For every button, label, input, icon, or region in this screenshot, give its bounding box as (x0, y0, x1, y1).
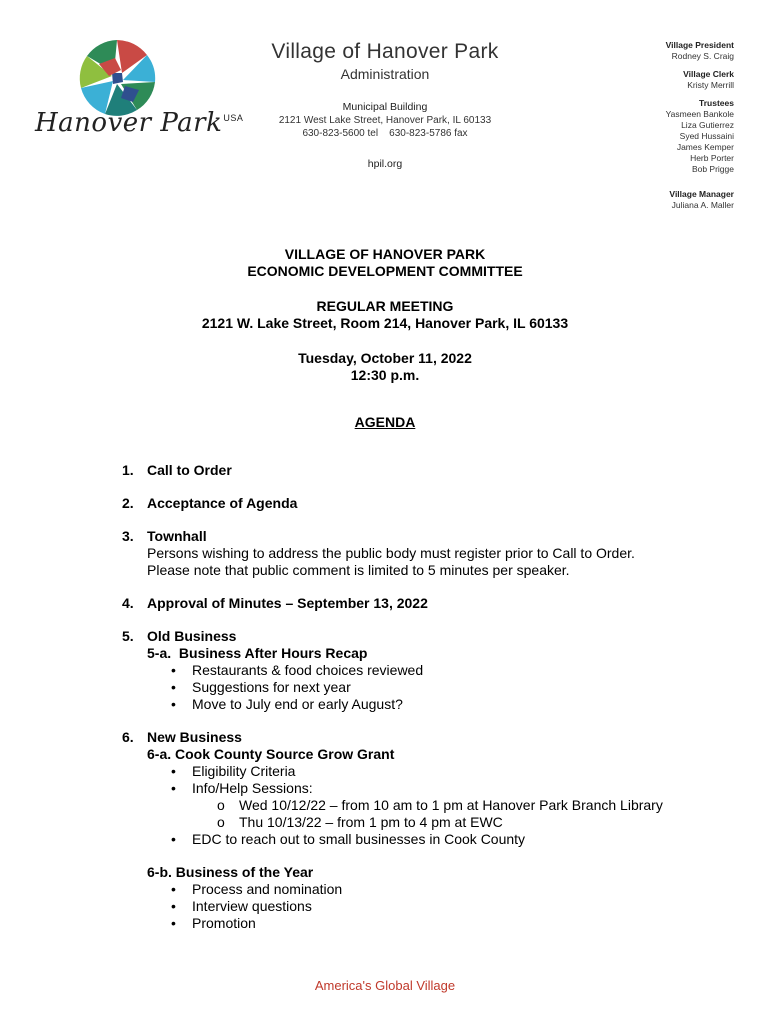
agenda-list (122, 462, 682, 948)
president-name: Rodney S. Craig (671, 51, 734, 61)
footer-tagline: America's Global Village (314, 978, 456, 993)
item-title: Approval of Minutes – September 13, 2022 (147, 595, 428, 611)
list-item: • EDC to reach out to small businesses in Cook County (167, 831, 682, 848)
list-item: • Interview questions (167, 898, 682, 915)
subitem-6a-title: 6-a. Cook County Source Grow Grant (147, 746, 395, 762)
list-item: • Process and nomination (167, 881, 682, 898)
session-item: o Wed 10/12/22 – from 10 am to 1 pm at Hanover Park Branch Library (217, 797, 682, 814)
item-number: 5. (122, 628, 134, 644)
letterhead-phone: 630-823-5600 tel 630-823-5786 fax (302, 128, 468, 139)
townhall-text-1: Persons wishing to address the public body must register prior to Call to Order. (147, 545, 635, 561)
letterhead-address: 2121 West Lake Street, Hanover Park, IL 60133 (278, 115, 492, 126)
manager-name: Juliana A. Maller (671, 200, 734, 210)
list-item: • Restaurants & food choices reviewed (167, 662, 682, 679)
heading-committee: ECONOMIC DEVELOPMENT COMMITTEE (247, 263, 523, 279)
letterhead-building: Municipal Building (342, 101, 428, 113)
logo-wordmark: Hanover Park$^{USA}$ (35, 108, 244, 138)
trustee-name: Bob Prigge (691, 164, 734, 174)
item-title: Townhall (147, 528, 207, 544)
item-title: Old Business (147, 628, 237, 644)
item-title: Acceptance of Agenda (147, 495, 298, 511)
president-role: Village President (665, 40, 734, 50)
agenda-item-4 (122, 595, 682, 612)
item-number: 3. (122, 528, 134, 544)
agenda-item-6 (122, 729, 682, 932)
list-item: • Suggestions for next year (167, 679, 682, 696)
item-title: Call to Order (147, 462, 232, 478)
list-item-text: Info/Help Sessions: (192, 780, 313, 796)
heading-time: 12:30 p.m. (350, 367, 420, 383)
list-item: • Promotion (167, 915, 682, 932)
letterhead-subtitle: Administration (340, 66, 430, 82)
village-logo (35, 38, 244, 156)
trustee-name: Herb Porter (690, 153, 734, 163)
list-item (167, 780, 682, 831)
heading-date: Tuesday, October 11, 2022 (298, 350, 472, 366)
item-number: 2. (122, 495, 134, 511)
item-number: 1. (122, 462, 134, 478)
agenda-title: AGENDA (354, 414, 416, 430)
manager-role: Village Manager (669, 189, 734, 199)
session-item: o Thu 10/13/22 – from 1 pm to 4 pm at EWC (217, 814, 682, 831)
letterhead (250, 40, 520, 170)
officials-list (594, 40, 734, 218)
townhall-text-2: Please note that public comment is limited to 5 minutes per speaker. (147, 562, 570, 578)
item-number: 6. (122, 729, 134, 745)
heading-meeting-type: REGULAR MEETING (316, 298, 454, 314)
item-number: 4. (122, 595, 134, 611)
trustee-name: Syed Hussaini (679, 131, 734, 141)
agenda-item-1 (122, 462, 682, 479)
subitem-6b-title: 6-b. Business of the Year (147, 864, 314, 880)
logo-usa: USA (223, 113, 244, 124)
agenda-item-3 (122, 528, 682, 579)
item-title: New Business (147, 729, 242, 745)
heading-location: 2121 W. Lake Street, Room 214, Hanover Park, IL 60133 (201, 315, 569, 331)
agenda-item-5 (122, 628, 682, 713)
list-item: • Move to July end or early August? (167, 696, 682, 713)
trustee-name: James Kemper (676, 142, 734, 152)
heading-village: VILLAGE OF HANOVER PARK (284, 246, 486, 262)
letterhead-title: Village of Hanover Park (271, 40, 499, 63)
trustees-role: Trustees (699, 98, 734, 108)
document-heading (0, 246, 770, 384)
agenda-item-2 (122, 495, 682, 512)
subitem-5a-title: 5-a. Business After Hours Recap (147, 645, 368, 661)
list-item: • Eligibility Criteria (167, 763, 682, 780)
clerk-name: Kristy Merrill (687, 80, 734, 90)
trustee-name: Liza Gutierrez (681, 120, 734, 130)
trustee-name: Yasmeen Bankole (665, 109, 734, 119)
letterhead-website: hpil.org (367, 158, 403, 170)
clerk-role: Village Clerk (683, 69, 734, 79)
